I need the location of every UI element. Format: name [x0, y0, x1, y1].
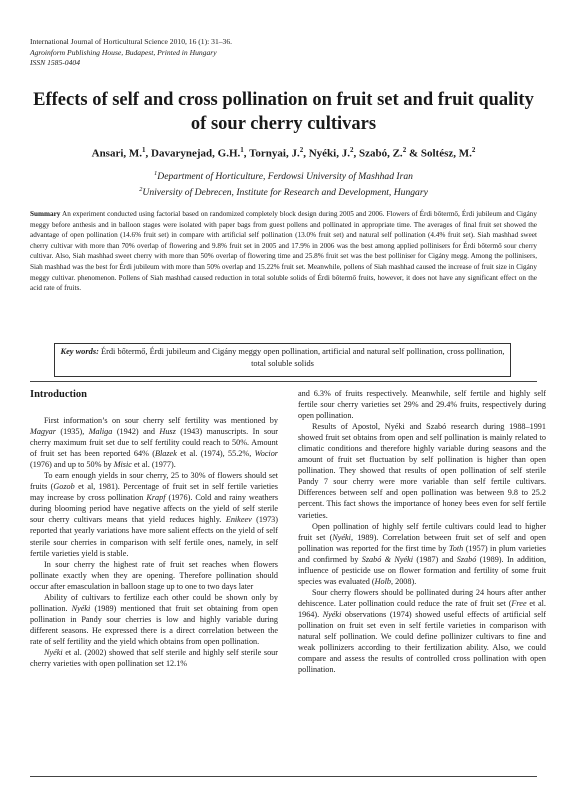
paragraph: Sour cherry flowers should be pollinated during 24 hours after anther dehiscence. Later pollination could reduce the rate of fruit set (Free et al. 1964). Nyéki observations (1974) showed useful effects of artificial self pollination on fruit set even in self fertile varieties in comparison with natural self pollination. We could define pollinizer cultivars to fine and weak pollinizers according to their fertilization ability. Also, we could compare and assess the results of controlled cross pollination with open pollination.	[298, 587, 546, 675]
keywords-label: Key words:	[60, 347, 99, 356]
affiliation-1: $^1$Department of Horticulture, Ferdowsi University of Mashhad Iran	[154, 170, 413, 183]
summary-block	[30, 209, 537, 294]
paragraph: and 6.3% of fruits respectively. Meanwhile, self fertile and highly self fertile sour cherry varieties set 29% and 29.4% fruits, respectively during open pollination.	[298, 389, 546, 421]
paragraph: Open pollination of highly self fertile cultivars could lead to higher fruit set (Nyéki, 1989). Correlation between fruit set of self and open pollination was reported for the first time by Toth (1957) in plum varieties and confirmed by Szabó & Nyéki (1987) and Szabó (1989). In addition, influence of pesticide use on flower formation and fertility of some fruit species was evaluated (Holb, 2008).	[298, 521, 547, 586]
paragraph: Ability of cultivars to fertilize each other could be shown only by pollination. Nyéki (1989) mentioned that fruit set obtaining from open pollination in Pandy sour cherries is low and highly variable during different seasons. He expressed there is a direct correlation between the rate of self fertility and the yield which obtains from open pollination.	[30, 592, 278, 646]
section-heading: Introduction	[30, 389, 87, 400]
keywords-box	[54, 343, 511, 377]
issn-line: ISSN 1585-0404	[30, 58, 80, 67]
publisher-line: Agroinform Publishing House, Budapest, Printed in Hungary	[30, 47, 217, 57]
author-list: Ansari, M.$^1$, Davarynejad, G.H.$^1$, Tornyai, J.$^2$, Nyéki, J.$^2$, Szabó, Z.$^2$ & Soltész, M.$^2$	[91, 146, 476, 160]
summary-label: Summary	[30, 210, 61, 218]
paper-title: Effects of self and cross pollination on fruit set and fruit quality of sour cherry cultivars	[33, 90, 534, 134]
summary-text: An experiment conducted using factorial based on randomized completely block design during 2005 and 2006. Flowers of Érdi bőtermő, Érdi jubileum and Cigány meggy before anthesis and in balloon stages were isolated with paper bags from guest pollens and pollinated in appropriate time. The averages of final fruit set showed the advantage of open pollination (14.6% fruit set) in compare with artificial self pollination (13.0% fruit set) and natural self pollination (4.4% fruit set). Siah mashhad sweet cherry cultivar with more than 70% overlap of flowering and 9.8% fruit set in 2005 and 17.9% in 2006 was the best among applied pollinisers for Érdi bőtermő sour cherry cultivar. Also, Siah mashhad sweet cherry with more than 50% overlap of flowering time and 25.8% fruit set was the best polliniser for Cigány megg. Among the pollinisers, Siah mashhad was the best for Érdi jubileum with more than 50% overlap and 15.22% fruit set. Meanwhile, pollens of Siah mashhad caused the increase of fruit size in Cigány meggy cultivar. phenomenon. Pollens of Siah mashhad caused reduction in total soluble solids of Érdi bőtermő fruits, however, it does not have any significant effect on the acid rate of fruits.	[30, 210, 537, 293]
journal-header	[30, 37, 232, 69]
affiliations	[30, 168, 537, 199]
keywords-text: Érdi bőtermő, Érdi jubileum and Cigány meggy open pollination, artificial and natural self pollination, cross pollination, total soluble solids	[100, 347, 505, 368]
column-left	[30, 388, 278, 669]
divider	[30, 381, 537, 382]
paragraph: Results of Apostol, Nyéki and Szabó research during 1988–1991 showed fruit set obtains from open and self pollination is mainly related to climatic conditions and therefore highly variable during seasons and the amount of fruit set fluctuation by self pollination is higher than open pollination. They showed that results of open pollination of self sterile Pandy 7 sour cherry were more variable than self fertile cultivars. Differences between self and open pollination was between 9.8 to 25.2 percent. This fact shows the importance of honey bees even for self fertile varieties.	[298, 422, 546, 520]
column-right	[298, 388, 546, 675]
paragraph: In sour cherry the highest rate of fruit set reaches when flowers pollinate exactly when they are opening. Therefore pollination should occur after emasculation in balloon stage up to one to two days later	[30, 559, 278, 591]
paragraph: First information’s on sour cherry self fertility was mentioned by Magyar (1935), Maliga (1942) and Husz (1943) manuscripts. In sour cherry maximum fruit set due to self fertility could reach to 50%. Amount of fruit set has been reported 64% (Blazek et al. (1974), 55.2%, Wocior (1976) and up to 50% by Misic et al. (1977).	[30, 416, 278, 470]
affiliation-2: $^2$University of Debrecen, Institute for Research and Development, Hungary	[139, 185, 428, 198]
paragraph: To earn enough yields in sour cherry, 25 to 30% of flowers should set fruits (Gozob et al, 1981). Percentage of fruit set in self fertile varieties may increase by cross pollination Krapf (1976). Cold and rainy weathers during blooming period have negative affects on the yield of self sterile sour cherry cultivars means that yield reduces highly. Enikeev (1973) reported that yearly variations have more salient effects on the yield of self sterile sour cherries in comparison with self fertile ones, namely, in self fertile varieties yield is stable.	[30, 471, 278, 558]
footer-rule	[30, 776, 537, 777]
paragraph: Nyéki et al. (2002) showed that self sterile and highly self sterile sour cherry varieties with open pollination set 12.1%	[30, 647, 278, 669]
journal-citation: International Journal of Horticultural Science 2010, 16 (1): 31–36.	[30, 37, 233, 46]
